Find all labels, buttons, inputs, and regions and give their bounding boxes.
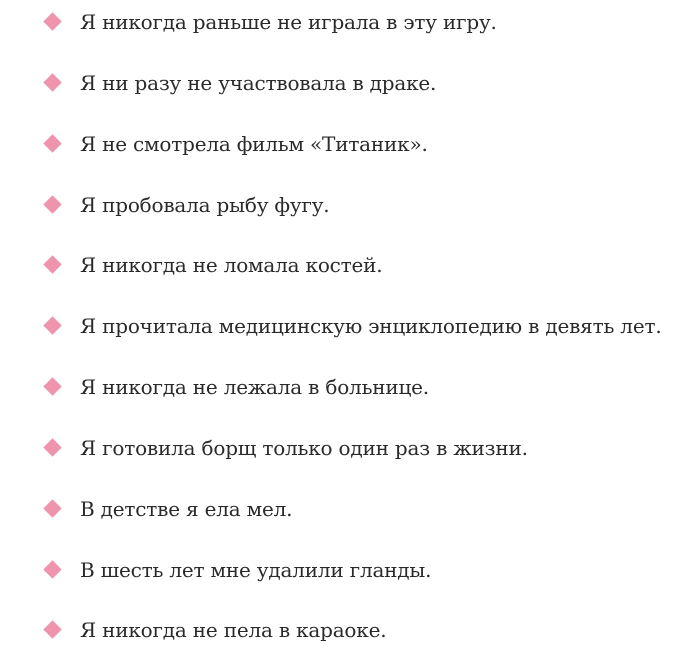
list-item [0,610,690,650]
diamond-bullet-icon [43,12,61,30]
list-item-text: Я готовила борщ только один раз в жизни. [80,436,528,460]
list-item [0,124,690,164]
list-item-text: Я не смотрела фильм «Титаник». [80,132,428,156]
list-item-text: Я пробовала рыбу фугу. [80,193,330,217]
list-item-text: Я никогда не ломала костей. [80,253,383,277]
diamond-bullet-icon [43,255,61,273]
list-item [0,367,690,407]
diamond-bullet-icon [43,560,61,578]
list-item-text: В шесть лет мне удалили гланды. [80,558,432,582]
list-item-text: Я прочитала медицинскую энциклопедию в девять лет. [80,314,662,338]
diamond-bullet-icon [43,195,61,213]
diamond-bullet-icon [43,73,61,91]
list-item-text: В детстве я ела мел. [80,497,293,521]
diamond-bullet-icon [43,316,61,334]
list-item [0,185,690,225]
diamond-bullet-icon [43,438,61,456]
list-item [0,489,690,529]
list-item-text: Я ни разу не участвовала в драке. [80,71,437,95]
list-item [0,550,690,590]
list-item-text: Я никогда не лежала в больнице. [80,375,429,399]
diamond-bullet-icon [43,377,61,395]
list-item-text: Я никогда раньше не играла в эту игру. [80,10,497,34]
list-item [0,245,690,285]
list-item [0,63,690,103]
diamond-bullet-icon [43,134,61,152]
diamond-bullet-icon [43,499,61,517]
list-item [0,2,690,42]
list-item [0,428,690,468]
diamond-bullet-icon [43,620,61,638]
list-item [0,306,690,346]
list-item-text: Я никогда не пела в караоке. [80,618,387,642]
